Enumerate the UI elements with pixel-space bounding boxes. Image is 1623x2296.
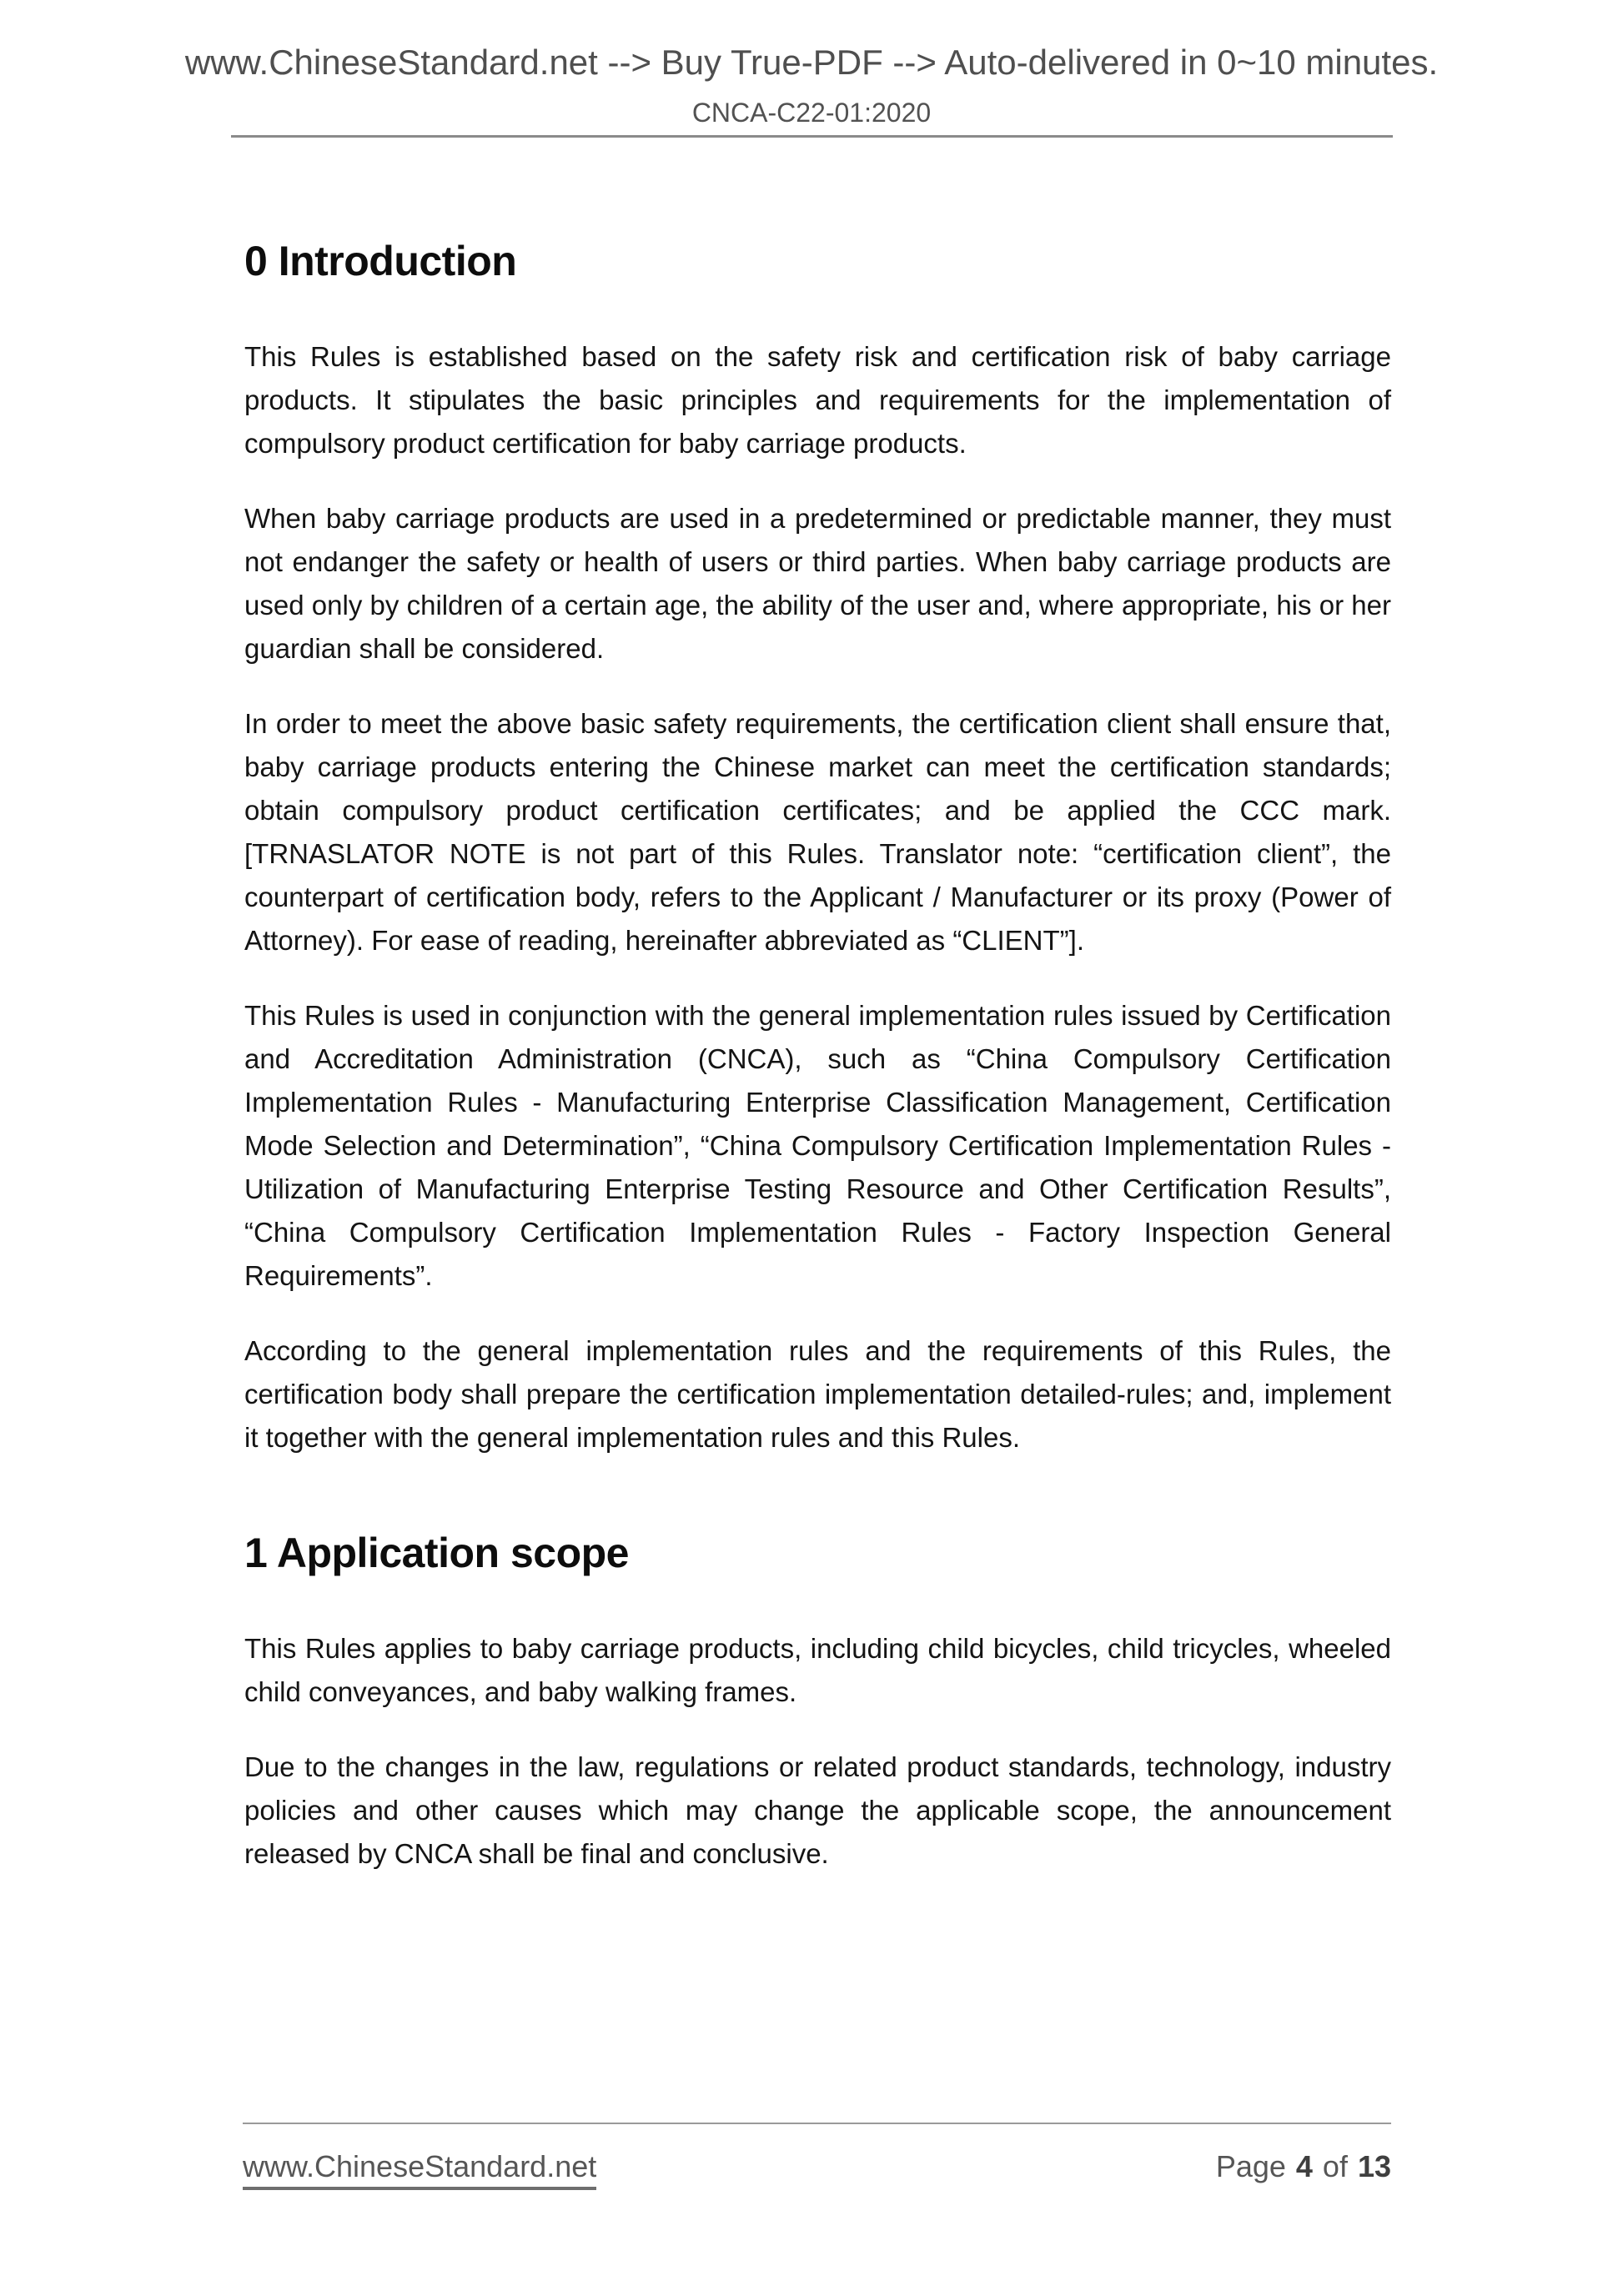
footer-divider [243,2123,1391,2124]
page-footer [243,2148,1391,2190]
document-body [244,138,1391,1907]
body-paragraph: This Rules is established based on the safety risk and certification risk of baby carriage products. It stipulates the basic principles and requirements for the implementation of compulsory product certification for baby carriage products. [244,341,1391,459]
body-paragraph: In order to meet the above basic safety requirements, the certification client shall ensure that, baby carriage products entering the Chinese market can meet the certification standards; obtain compulsory product certification certificates; and be applied the CCC mark. [TRNASLATOR NOTE is not part of this Rules. Translator note: “certification client”, the counterpart of certification body, refers to the Applicant / Manufacturer or its proxy (Power of Attorney). For ease of reading, hereinafter abbreviated as “CLIENT”]. [244,708,1391,956]
page-of-label: of [1322,2149,1348,2183]
page-indicator [1216,2148,1391,2185]
section-heading-application-scope: 1 Application scope [244,1530,629,1576]
page-current-number: 4 [1295,2149,1313,2183]
promo-banner: www.ChineseStandard.net --> Buy True-PDF --> Auto-delivered in 0~10 minutes. [184,43,1439,82]
body-paragraph: When baby carriage products are used in a predetermined or predictable manner, they must not endanger the safety or health of users or third parties. When baby carriage products are used only by children of a certain age, the ability of the user and, where appropriate, his or her guardian shall be considered. [244,503,1391,664]
page-label: Page [1215,2149,1286,2183]
body-paragraph: This Rules is used in conjunction with the general implementation rules issued by Certification and Accreditation Administration (CNCA), such as “China Compulsory Certification Implementation Rules - Manufacturing Enterprise Classification Management, Certification Mode Selection and Determination”, “China Compulsory Certification Implementation Rules - Utilization of Manufacturing Enterprise Testing Resource and Other Certification Results”, “China Compulsory Certification Implementation Rules - Factory Inspection General Requirements”. [244,1000,1391,1291]
body-paragraph: According to the general implementation rules and the requirements of this Rules, the certification body shall prepare the certification implementation detailed-rules; and, implement it together with the general implementation rules and this Rules. [244,1335,1391,1453]
section-heading-introduction: 0 Introduction [244,238,517,284]
footer-site-link[interactable]: www.ChineseStandard.net [243,2148,596,2190]
document-code: CNCA-C22-01:2020 [691,98,932,128]
body-paragraph: Due to the changes in the law, regulations or related product standards, technology, industry policies and other causes which may change the applicable scope, the announcement released by CNCA shall be final and conclusive. [244,1751,1391,1869]
body-paragraph: This Rules applies to baby carriage products, including child bicycles, child tricycles, wheeled child conveyances, and baby walking frames. [244,1633,1391,1707]
page-total-number: 13 [1357,2149,1391,2183]
